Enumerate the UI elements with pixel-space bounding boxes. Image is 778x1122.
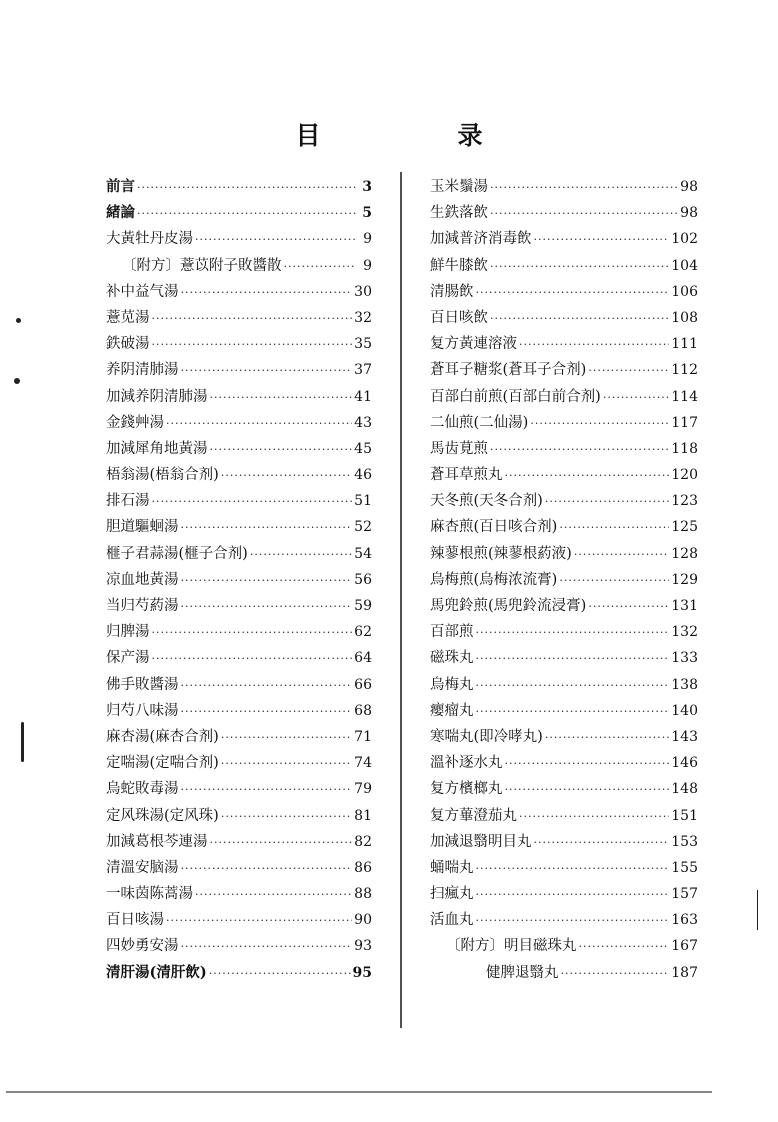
toc-entry-page-number: 37 xyxy=(354,362,372,379)
toc-entry-page-number: 68 xyxy=(354,702,372,719)
toc-entry xyxy=(430,908,698,934)
toc-entry-page-number: 45 xyxy=(354,440,372,457)
toc-entry-page-number: 30 xyxy=(354,283,372,300)
toc-entry-page-number: 140 xyxy=(671,702,698,719)
toc-entry-title: 麻杏煎(百日咳合剂) xyxy=(430,519,558,536)
dot-leader xyxy=(519,338,669,351)
dot-leader xyxy=(545,731,669,744)
toc-entry-title: 健脾退翳丸 xyxy=(486,964,559,981)
toc-entry-page-number: 71 xyxy=(354,728,372,745)
toc-entry-page-number: 59 xyxy=(354,598,372,614)
dot-leader xyxy=(195,888,352,901)
toc-entry-title: 〔附方〕薏苡附子敗醬散 xyxy=(122,257,282,274)
toc-entry xyxy=(430,856,698,882)
toc-entry-title: 养阴清肺湯 xyxy=(106,362,179,379)
scan-speck xyxy=(14,378,20,384)
toc-entry-page-number: 86 xyxy=(354,859,372,876)
toc-entry-title: 辣蓼根煎(辣蓼根葯液) xyxy=(430,545,572,562)
toc-entry xyxy=(430,620,698,646)
dot-leader xyxy=(181,364,353,377)
dot-leader xyxy=(476,626,670,639)
toc-entry xyxy=(106,489,372,515)
toc-entry-page-number: 54 xyxy=(354,545,372,562)
toc-entry-page-number: 88 xyxy=(354,886,372,903)
toc-entry xyxy=(430,542,698,568)
toc-entry xyxy=(106,646,372,672)
dot-leader xyxy=(519,810,669,823)
toc-entry-title: 一味茵陈蒿湯 xyxy=(106,886,193,903)
toc-entry-page-number: 108 xyxy=(671,309,698,326)
toc-entry xyxy=(430,437,698,463)
dot-leader xyxy=(137,207,356,220)
toc-entry-title: 鮮牛膝飲 xyxy=(430,257,488,274)
toc-entry xyxy=(430,515,698,541)
toc-entry-page-number: 120 xyxy=(671,467,698,484)
toc-entry-page-number: 143 xyxy=(671,728,698,745)
toc-entry-title: 复方黃連溶液 xyxy=(430,336,517,353)
toc-entry-title: 清肝湯(清肝飲) xyxy=(106,963,207,981)
dot-leader xyxy=(476,679,670,692)
toc-entry xyxy=(106,620,372,646)
toc-entry-title: 烏梅丸 xyxy=(430,676,474,693)
toc-entry xyxy=(430,646,698,672)
dot-leader xyxy=(505,757,670,770)
toc-entry xyxy=(430,725,698,751)
toc-entry-page-number: 138 xyxy=(671,676,698,693)
toc-entry-page-number: 5 xyxy=(362,205,372,222)
dot-leader xyxy=(210,836,353,849)
toc-entry-title: 百部煎 xyxy=(430,624,474,641)
toc-entry-page-number: 167 xyxy=(671,938,698,955)
toc-entry-page-number: 66 xyxy=(354,676,372,693)
dot-leader xyxy=(534,233,670,246)
toc-entry xyxy=(106,725,372,751)
dot-leader xyxy=(221,469,352,482)
toc-entry-page-number: 155 xyxy=(671,859,698,876)
toc-entry xyxy=(430,777,698,803)
toc-entry xyxy=(430,280,698,306)
toc-entry-title: 凉血地黃湯 xyxy=(106,571,179,588)
dot-leader xyxy=(490,260,669,273)
dot-leader xyxy=(476,705,670,718)
toc-entry-title: 加減退翳明目丸 xyxy=(430,833,532,850)
toc-entry xyxy=(106,463,372,489)
toc-entry-title: 麻杏湯(麻杏合剂) xyxy=(106,728,219,745)
dot-leader xyxy=(152,338,353,351)
toc-entry xyxy=(106,280,372,306)
dot-leader xyxy=(195,233,356,246)
dot-leader xyxy=(574,548,669,561)
toc-entry-page-number: 52 xyxy=(354,519,372,536)
toc-entry-page-number: 32 xyxy=(354,309,372,326)
toc-entry xyxy=(106,227,372,253)
toc-entry-page-number: 95 xyxy=(352,964,372,981)
toc-entry-title: 复方檳榔丸 xyxy=(430,781,503,798)
toc-entry xyxy=(106,908,372,934)
toc-entry xyxy=(106,699,372,725)
toc-entry xyxy=(106,856,372,882)
toc-entry xyxy=(430,830,698,856)
toc-entry xyxy=(430,882,698,908)
toc-entry-title: 玉米鬚湯 xyxy=(430,179,488,195)
scan-speck xyxy=(21,722,24,762)
toc-entry-page-number: 146 xyxy=(671,755,698,772)
dot-leader xyxy=(221,731,352,744)
toc-entry-page-number: 111 xyxy=(671,336,698,353)
dot-leader xyxy=(181,940,353,953)
toc-entry-page-number: 123 xyxy=(671,493,698,510)
toc-entry-page-number: 51 xyxy=(354,493,372,510)
toc-entry xyxy=(430,175,698,201)
toc-entry-page-number: 41 xyxy=(354,388,372,405)
toc-entry-title: 当归芍葯湯 xyxy=(106,598,179,614)
toc-entry-title: 扫瘋丸 xyxy=(430,886,474,903)
toc-entry-title: 加減葛根芩連湯 xyxy=(106,833,208,850)
dot-leader xyxy=(579,940,670,953)
dot-leader xyxy=(152,652,353,665)
toc-entry xyxy=(106,804,372,830)
toc-entry xyxy=(430,594,698,620)
toc-entry-page-number: 82 xyxy=(354,833,372,850)
toc-entry xyxy=(106,385,372,411)
toc-entry-title: 补中益气湯 xyxy=(106,283,179,300)
toc-entry-title: 加減养阴清肺湯 xyxy=(106,388,208,405)
dot-leader xyxy=(166,417,352,430)
toc-entry-page-number: 93 xyxy=(354,938,372,955)
dot-leader xyxy=(221,757,352,770)
toc-entry-title: 瘿瘤丸 xyxy=(430,702,474,719)
toc-entry xyxy=(430,751,698,777)
dot-leader xyxy=(181,521,353,534)
toc-entry-page-number: 46 xyxy=(354,467,372,484)
toc-entry-title: 蛹喘丸 xyxy=(430,859,474,876)
toc-entry-title: 复方蓽澄茄丸 xyxy=(430,807,517,824)
toc-entry-page-number: 35 xyxy=(354,336,372,353)
toc-entry xyxy=(106,358,372,384)
toc-entry-title: 蒼耳子糖浆(蒼耳子合剂) xyxy=(430,362,587,379)
toc-entry-title: 馬齿莧煎 xyxy=(430,440,488,457)
toc-entry xyxy=(106,201,372,227)
dot-leader xyxy=(181,286,353,299)
toc-entry xyxy=(106,830,372,856)
toc-entry-page-number: 125 xyxy=(671,519,698,536)
dot-leader xyxy=(152,626,353,639)
toc-entry-title: 定风珠湯(定风珠) xyxy=(106,807,219,824)
toc-entry-page-number: 98 xyxy=(680,179,698,195)
toc-entry-title: 加減犀角地黃湯 xyxy=(106,440,208,457)
toc-entry xyxy=(430,201,698,227)
scan-speck xyxy=(16,318,21,323)
toc-entry-page-number: 98 xyxy=(680,205,698,222)
toc-entry-title: 烏蛇敗毒湯 xyxy=(106,781,179,798)
dot-leader xyxy=(166,914,352,927)
toc-entry-page-number: 118 xyxy=(671,440,698,457)
toc-entry xyxy=(106,332,372,358)
toc-entry xyxy=(430,411,698,437)
dot-leader xyxy=(534,836,670,849)
dot-leader xyxy=(181,600,353,613)
toc-entry xyxy=(106,306,372,332)
dot-leader xyxy=(221,810,352,823)
toc-entry-page-number: 163 xyxy=(671,912,698,929)
scan-speck xyxy=(757,890,758,930)
toc-entry-title: 百日咳湯 xyxy=(106,912,164,929)
toc-entry-page-number: 9 xyxy=(363,257,372,274)
dot-leader xyxy=(588,600,669,613)
toc-right-column xyxy=(430,175,698,987)
toc-entry-page-number: 112 xyxy=(671,362,698,379)
toc-entry-page-number: 131 xyxy=(671,598,698,614)
toc-entry xyxy=(430,961,698,987)
toc-entry-title: 百日咳飲 xyxy=(430,309,488,326)
toc-entry-title: 二仙煎(二仙湯) xyxy=(430,414,529,431)
toc-entry-title: 佛手敗醬湯 xyxy=(106,676,179,693)
toc-entry-page-number: 148 xyxy=(671,781,698,798)
dot-leader xyxy=(152,312,353,325)
toc-entry xyxy=(430,489,698,515)
toc-entry xyxy=(106,882,372,908)
toc-entry-page-number: 90 xyxy=(354,912,372,929)
toc-entry xyxy=(106,254,372,280)
toc-entry xyxy=(106,934,372,960)
dot-leader xyxy=(476,286,670,299)
toc-entry xyxy=(430,306,698,332)
page-bottom-edge xyxy=(6,1091,712,1093)
dot-leader xyxy=(181,679,353,692)
toc-entry-page-number: 102 xyxy=(671,231,698,248)
toc-entry-title: 寒喘丸(即冷哮丸) xyxy=(430,728,543,745)
toc-entry-title: 榧子君蒜湯(榧子合剂) xyxy=(106,545,248,562)
toc-left-column xyxy=(106,175,372,987)
toc-entry-page-number: 157 xyxy=(671,886,698,903)
toc-entry-page-number: 56 xyxy=(354,571,372,588)
toc-entry-title: 归脾湯 xyxy=(106,624,150,641)
toc-entry-title: 定喘湯(定喘合剂) xyxy=(106,755,219,772)
toc-entry xyxy=(106,437,372,463)
toc-entry xyxy=(430,463,698,489)
toc-entry xyxy=(430,332,698,358)
toc-entry-page-number: 106 xyxy=(671,283,698,300)
toc-entry xyxy=(430,804,698,830)
toc-entry-page-number: 187 xyxy=(671,964,698,981)
toc-entry-page-number: 62 xyxy=(354,624,372,641)
toc-entry-page-number: 114 xyxy=(671,388,698,405)
toc-entry-title: 溫补逐水丸 xyxy=(430,755,503,772)
dot-leader xyxy=(181,862,353,875)
toc-entry-title: 加減普济消毒飲 xyxy=(430,231,532,248)
dot-leader xyxy=(490,443,669,456)
toc-entry-title: 金錢艸湯 xyxy=(106,414,164,431)
toc-entry xyxy=(106,594,372,620)
dot-leader xyxy=(530,417,669,430)
toc-entry xyxy=(430,254,698,280)
toc-entry xyxy=(430,358,698,384)
toc-entry-title: 〔附方〕明目磁珠丸 xyxy=(446,938,577,955)
toc-entry-title: 四妙勇安湯 xyxy=(106,938,179,955)
toc-entry-page-number: 129 xyxy=(671,571,698,588)
toc-entry-page-number: 81 xyxy=(354,807,372,824)
toc-entry-title: 归芍八味湯 xyxy=(106,702,179,719)
dot-leader xyxy=(476,914,670,927)
toc-entry xyxy=(106,751,372,777)
page-title: 目 录 xyxy=(295,121,539,150)
dot-leader xyxy=(209,967,351,980)
toc-entry-title: 百部白前煎(百部白前合剂) xyxy=(430,388,601,405)
dot-leader xyxy=(210,391,353,404)
toc-entry-page-number: 117 xyxy=(671,414,698,431)
toc-entry-title: 生鉄落飲 xyxy=(430,205,488,222)
dot-leader xyxy=(490,312,669,325)
toc-entry-page-number: 79 xyxy=(354,781,372,798)
dot-leader xyxy=(476,888,670,901)
toc-entry-page-number: 3 xyxy=(362,179,372,195)
toc-entry xyxy=(430,934,698,960)
toc-entry xyxy=(430,385,698,411)
dot-leader xyxy=(152,495,353,508)
toc-entry-page-number: 151 xyxy=(671,807,698,824)
dot-leader xyxy=(588,364,669,377)
toc-entry-page-number: 43 xyxy=(354,414,372,431)
toc-entry-title: 排石湯 xyxy=(106,493,150,510)
toc-entry-page-number: 64 xyxy=(354,650,372,667)
toc-entry-title: 胆道驅蛔湯 xyxy=(106,519,179,536)
toc-entry-title: 保产湯 xyxy=(106,650,150,667)
dot-leader xyxy=(284,260,357,273)
dot-leader xyxy=(181,705,353,718)
toc-entry xyxy=(430,699,698,725)
toc-entry xyxy=(106,411,372,437)
dot-leader xyxy=(559,521,669,534)
toc-entry xyxy=(106,673,372,699)
toc-entry-title: 薏苋湯 xyxy=(106,309,150,326)
toc-entry-page-number: 104 xyxy=(671,257,698,274)
dot-leader xyxy=(250,548,352,561)
dot-leader xyxy=(505,469,670,482)
dot-leader xyxy=(545,495,669,508)
toc-entry-page-number: 153 xyxy=(671,833,698,850)
toc-entry-title: 梧翁湯(梧翁合剂) xyxy=(106,467,219,484)
toc-entry-title: 烏梅煎(烏梅浓流膏) xyxy=(430,571,558,588)
dot-leader xyxy=(181,783,353,796)
toc-entry xyxy=(430,673,698,699)
toc-entry-page-number: 9 xyxy=(363,231,372,248)
toc-entry-title: 清腸飲 xyxy=(430,283,474,300)
dot-leader xyxy=(561,967,670,980)
toc-entry-title: 前言 xyxy=(106,178,135,195)
toc-entry-title: 鉄破湯 xyxy=(106,336,150,353)
toc-entry xyxy=(106,777,372,803)
dot-leader xyxy=(559,574,669,587)
toc-entry xyxy=(106,175,372,201)
toc-entry-page-number: 74 xyxy=(354,755,372,772)
dot-leader xyxy=(490,207,678,220)
dot-leader xyxy=(603,391,669,404)
toc-entry xyxy=(430,227,698,253)
toc-entry xyxy=(430,568,698,594)
toc-entry xyxy=(106,542,372,568)
dot-leader xyxy=(476,652,670,665)
toc-entry xyxy=(106,568,372,594)
dot-leader xyxy=(210,443,353,456)
column-divider xyxy=(400,172,402,1028)
toc-entry-title: 大黃牡丹皮湯 xyxy=(106,231,193,248)
dot-leader xyxy=(137,181,356,194)
toc-entry-title: 緒論 xyxy=(106,204,135,222)
toc-entry-title: 清溫安脑湯 xyxy=(106,859,179,876)
toc-entry-title: 蒼耳草煎丸 xyxy=(430,467,503,484)
dot-leader xyxy=(490,181,678,194)
toc-entry-page-number: 133 xyxy=(671,650,698,667)
toc-entry-title: 天冬煎(天冬合剂) xyxy=(430,493,543,510)
toc-entry-page-number: 132 xyxy=(671,624,698,641)
toc-entry-title: 馬兜鈴煎(馬兜鈴流浸膏) xyxy=(430,598,587,614)
toc-entry-title: 磁珠丸 xyxy=(430,650,474,667)
dot-leader xyxy=(181,574,353,587)
toc-entry xyxy=(106,515,372,541)
dot-leader xyxy=(505,783,670,796)
toc-entry-title: 活血丸 xyxy=(430,912,474,929)
toc-entry xyxy=(106,961,372,987)
toc-entry-page-number: 128 xyxy=(671,545,698,562)
dot-leader xyxy=(476,862,670,875)
